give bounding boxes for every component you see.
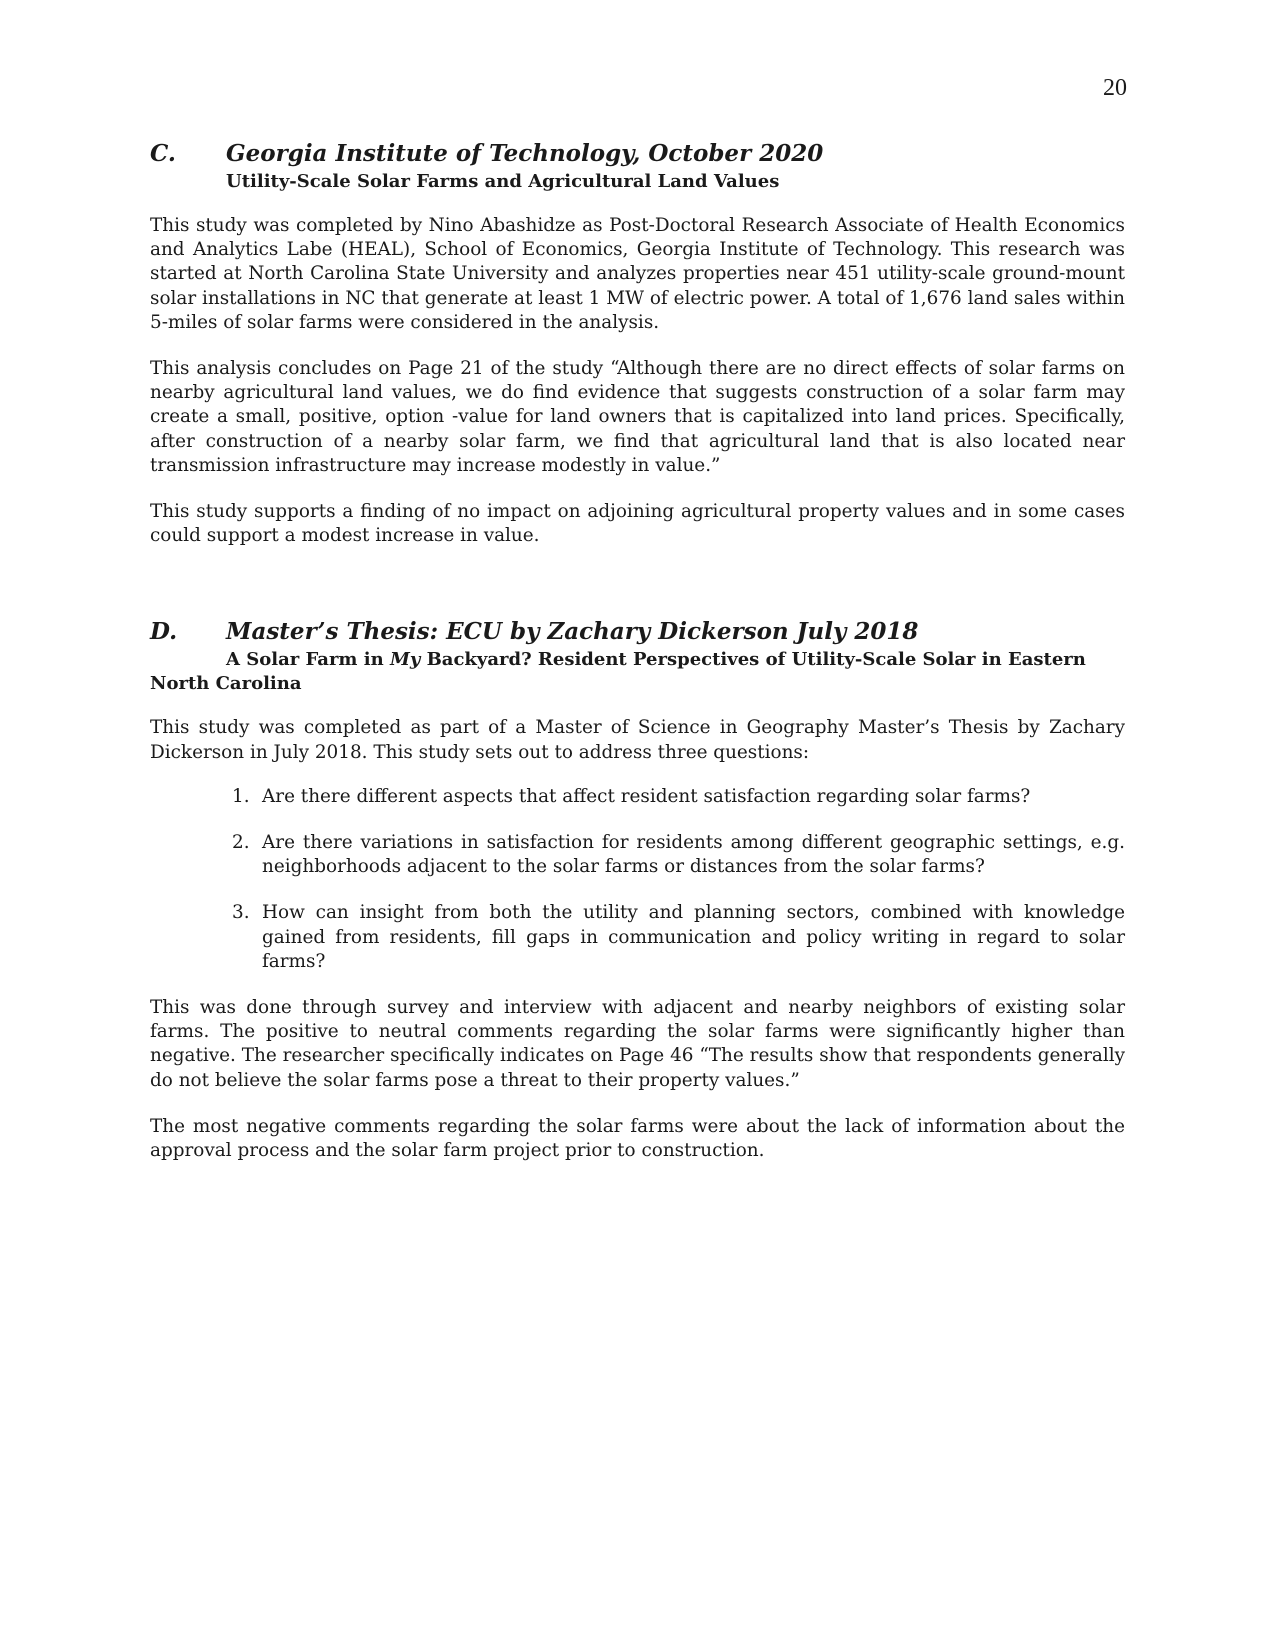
list-item bbox=[232, 831, 1125, 879]
list-item-number: 3. bbox=[232, 902, 250, 924]
section-d-subtitle bbox=[150, 648, 1125, 696]
section-d-subtitle-part2: Backyard? Resident Perspectives of Utility-Scale Solar in Eastern North Carolina bbox=[150, 649, 1086, 695]
list-item-text: Are there variations in satisfaction for residents among different geographic settings, e.g. neighborhoods adjacent to the solar farms or distances from the solar farms? bbox=[262, 832, 1125, 878]
list-item bbox=[232, 785, 1125, 809]
section-c-subtitle: Utility-Scale Solar Farms and Agricultural Land Values bbox=[226, 171, 780, 192]
list-item-number: 1. bbox=[232, 785, 250, 807]
section-d bbox=[150, 618, 1125, 1163]
question-list bbox=[150, 785, 1125, 974]
section-d-heading bbox=[150, 618, 1125, 646]
section-c-title: Georgia Institute of Technology, October 2020 bbox=[226, 140, 824, 167]
list-item bbox=[232, 901, 1125, 974]
page-number: 20 bbox=[1103, 75, 1127, 101]
list-item-number: 2. bbox=[232, 832, 250, 854]
section-c-heading bbox=[150, 140, 1125, 168]
list-item-text: Are there different aspects that affect resident satisfaction regarding solar farms? bbox=[262, 785, 1031, 807]
section-d-letter: D. bbox=[150, 618, 178, 646]
list-item-text: How can insight from both the utility and planning sectors, combined with knowledge gained from residents, fill gaps in communication and policy writing in regard to solar farms? bbox=[262, 902, 1125, 972]
section-c-paragraph-1: This study was completed by Nino Abashidze as Post-Doctoral Research Associate of Health Economics and Analytics Labe (HEAL), School of Economics, Georgia Institute of Technology. This research was started at North Carolina State University and analyzes properties near 451 utility-scale ground-mount solar installations in NC that generate at least 1 MW of electric power. A total of 1,676 land sales within 5-miles of solar farms were considered in the analysis. bbox=[150, 215, 1125, 333]
section-c-paragraph-2: This analysis concludes on Page 21 of the study “Although there are no direct effects of solar farms on nearby agricultural land values, we do find evidence that suggests construction of a solar farm may create a small, positive, option -value for land owners that is capitalized into land prices. Specifically, after construction of a nearby solar farm, we find that agricultural land that is also located near transmission infrastructure may increase modestly in value.” bbox=[150, 358, 1125, 476]
section-c-paragraph-3: This study supports a finding of no impact on adjoining agricultural property values and in some cases could support a modest increase in value. bbox=[150, 501, 1125, 547]
section-c bbox=[150, 140, 1125, 548]
section-d-title: Master’s Thesis: ECU by Zachary Dickerson July 2018 bbox=[226, 618, 919, 646]
section-d-subtitle-emphasis: My bbox=[389, 649, 421, 671]
section-d-intro: This study was completed as part of a Master of Science in Geography Master’s Thesis by Zachary Dickerson in July 2018. This study sets out to address three questions: bbox=[150, 717, 1125, 763]
document-body bbox=[150, 140, 1125, 1163]
section-d-paragraph-2: The most negative comments regarding the solar farms were about the lack of information about the approval process and the solar farm project prior to construction. bbox=[150, 1115, 1125, 1162]
section-c-letter: C. bbox=[150, 140, 176, 167]
section-d-paragraph-1: This was done through survey and interview with adjacent and nearby neighbors of existing solar farms. The positive to neutral comments regarding the solar farms were significantly higher than negative. The researcher specifically indicates on Page 46 “The results show that respondents generally do not believe the solar farms pose a threat to their property values.” bbox=[150, 997, 1125, 1091]
section-d-subtitle-part1: A Solar Farm in bbox=[226, 649, 390, 671]
